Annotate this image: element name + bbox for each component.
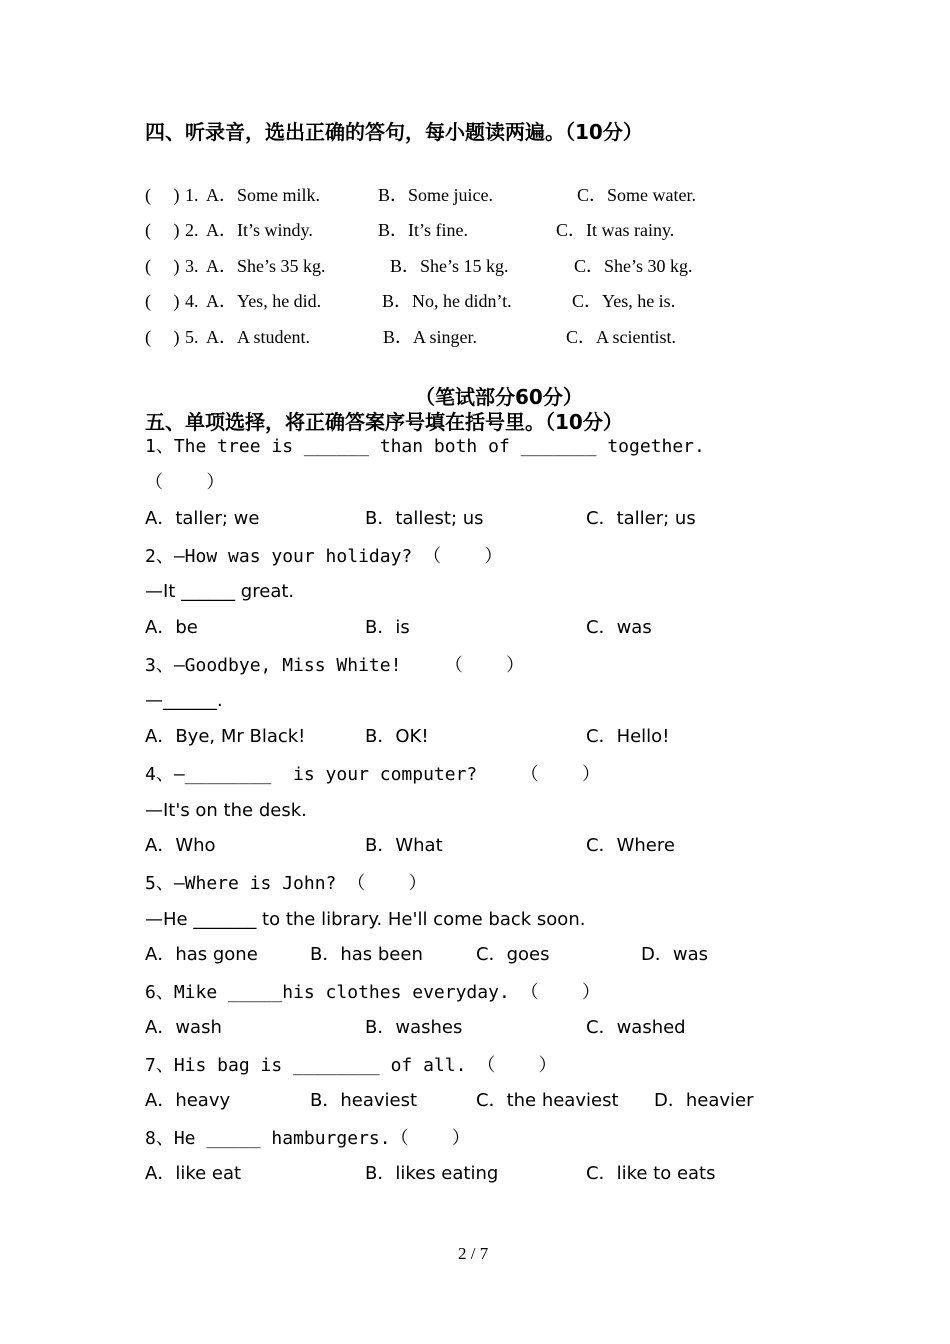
- question-1-stem: 1、The tree is ______ than both of _______ together.: [145, 436, 705, 457]
- listening-item-5-option-c: C．A scientist.: [566, 327, 677, 347]
- question-2-option-c: C．was: [586, 617, 652, 638]
- question-7-option-c: C．the heaviest: [476, 1090, 619, 1111]
- question-1-option-c: C．taller; us: [586, 508, 696, 529]
- listening-item-2-option-b: B．It’s fine.: [378, 220, 468, 240]
- listening-item-3-option-a: A．She’s 35 kg.: [206, 256, 326, 276]
- question-3-option-b: B．OK!: [365, 726, 429, 747]
- section-5-title: 五、单项选择，将正确答案序号填在括号里。（10分）: [145, 410, 623, 434]
- question-7-option-a: A．heavy: [145, 1090, 231, 1111]
- listening-item-1-option-b: B．Some juice.: [378, 185, 493, 205]
- question-2-option-b: B．is: [365, 617, 410, 638]
- question-6-option-c: C．washed: [586, 1017, 686, 1038]
- question-3-option-c: C．Hello!: [586, 726, 670, 747]
- question-5-option-a: A．has gone: [145, 944, 258, 965]
- question-2-reply: —It ______ great.: [145, 581, 295, 602]
- question-4-reply: —It's on the desk.: [145, 800, 307, 821]
- listening-item-3-number: 3.: [185, 256, 199, 276]
- listening-item-1-option-c: C．Some water.: [577, 185, 696, 205]
- listening-item-3-option-b: B．She’s 15 kg.: [390, 256, 509, 276]
- section-4-title: 四、听录音，选出正确的答句，每小题读两遍。（10分）: [145, 120, 643, 144]
- listening-item-1-bracket[interactable]: ( ): [145, 185, 180, 205]
- question-6-option-b: B．washes: [365, 1017, 463, 1038]
- listening-item-4-option-a: A．Yes, he did.: [206, 291, 322, 311]
- question-4-stem: 4、—________ is your computer? （ ）: [145, 764, 600, 785]
- question-5-option-c: C．goes: [476, 944, 550, 965]
- question-5-reply: —He _______ to the library. He'll come back soon.: [145, 909, 586, 930]
- question-8-option-a: A．like eat: [145, 1163, 242, 1184]
- question-6-option-a: A．wash: [145, 1017, 222, 1038]
- page-number: 2 / 7: [458, 1244, 489, 1263]
- listening-item-1-option-a: A．Some milk.: [206, 185, 321, 205]
- question-1-option-b: B．tallest; us: [365, 508, 484, 529]
- listening-item-5-option-a: A．A student.: [206, 327, 311, 347]
- question-1-answer-bracket[interactable]: （ ）: [145, 472, 225, 493]
- listening-item-4-bracket[interactable]: ( ): [145, 291, 180, 311]
- question-1-option-a: A．taller; we: [145, 508, 260, 529]
- question-4-option-a: A．Who: [145, 835, 216, 856]
- question-7-option-d: D．heavier: [654, 1090, 754, 1111]
- question-8-option-b: B．likes eating: [365, 1163, 499, 1184]
- question-8-stem: 8、He _____ hamburgers.（ ）: [145, 1128, 470, 1149]
- listening-item-2-number: 2.: [185, 220, 199, 240]
- question-3-stem: 3、—Goodbye, Miss White! （ ）: [145, 655, 525, 676]
- listening-item-3-bracket[interactable]: ( ): [145, 256, 180, 276]
- listening-item-5-bracket[interactable]: ( ): [145, 327, 180, 347]
- listening-item-5-number: 5.: [185, 327, 199, 347]
- question-2-option-a: A．be: [145, 617, 198, 638]
- question-6-stem: 6、Mike _____his clothes everyday. （ ）: [145, 982, 600, 1003]
- listening-item-4-number: 4.: [185, 291, 199, 311]
- question-7-option-b: B．heaviest: [310, 1090, 418, 1111]
- listening-item-4-option-b: B．No, he didn’t.: [382, 291, 512, 311]
- listening-item-2-option-a: A．It’s windy.: [206, 220, 313, 240]
- question-7-stem: 7、His bag is ________ of all. （ ）: [145, 1055, 557, 1076]
- listening-item-2-bracket[interactable]: ( ): [145, 220, 180, 240]
- listening-item-4-option-c: C．Yes, he is.: [572, 291, 676, 311]
- listening-item-1-number: 1.: [185, 185, 199, 205]
- listening-item-3-option-c: C．She’s 30 kg.: [574, 256, 693, 276]
- question-3-reply: —______.: [145, 690, 223, 711]
- question-5-option-b: B．has been: [310, 944, 423, 965]
- listening-item-2-option-c: C．It was rainy.: [556, 220, 675, 240]
- question-4-option-b: B．What: [365, 835, 443, 856]
- question-5-option-d: D．was: [641, 944, 708, 965]
- question-8-option-c: C．like to eats: [586, 1163, 716, 1184]
- question-5-stem: 5、—Where is John? （ ）: [145, 873, 427, 894]
- question-3-option-a: A．Bye, Mr Black!: [145, 726, 306, 747]
- listening-item-5-option-b: B．A singer.: [383, 327, 478, 347]
- question-4-option-c: C．Where: [586, 835, 675, 856]
- written-part-heading: （笔试部分60分）: [415, 385, 583, 409]
- question-2-stem: 2、—How was your holiday? （ ）: [145, 546, 503, 567]
